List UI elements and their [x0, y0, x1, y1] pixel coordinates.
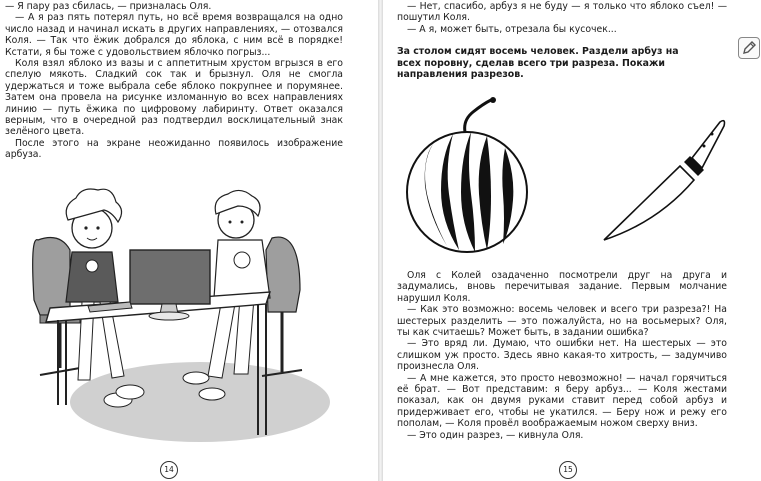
page-number: 14: [160, 461, 178, 479]
edit-button[interactable]: [738, 37, 760, 59]
paragraph: — Как это возможно: восемь человек и всего три разреза?! На шестерых разделить — это пожалуйста, но на восьмерых? Оля, ты как считаешь? Может быть, в задании ошибка?: [397, 304, 727, 339]
page-number: 15: [559, 461, 577, 479]
paragraph: — Это один разрез, — кивнула Оля.: [407, 429, 584, 441]
watermelon-illustration: [403, 96, 533, 256]
paragraph: После этого на экране неожиданно появилось изображение арбуза.: [5, 137, 343, 161]
knife-illustration: [598, 112, 728, 252]
left-page: [0, 0, 378, 481]
paragraph: — А я, может быть, отрезала бы кусочек...: [407, 23, 617, 35]
right-top-text: [397, 1, 727, 35]
right-page: [383, 0, 761, 481]
paragraph: — Это вряд ли. Думаю, что ошибки нет. На шестерых — это слишком уж просто. Здесь явно какая-то хитрость, — задумчиво произнесла Оля.: [397, 338, 727, 373]
paragraph: Оля с Колей озадаченно посмотрели друг на друга и задумались, вновь перечитывая задание. Первым молчание нарушил Коля.: [397, 270, 727, 304]
kids-at-computer-illustration: [0, 180, 378, 450]
paragraph: — А мне кажется, это просто невозможно! — начал горячиться её брат. — Вот представим: я беру арбуз... — Коля жестами показал, как он двумя руками ставит перед собой арбуз и придерживает его, чтобы не укатился. — Беру нож и режу его пополам, — Коля провёл воображаемым ножом сверху вниз.: [397, 372, 727, 430]
pencil-icon: [739, 38, 759, 58]
task-text: За столом сидят восемь человек. Раздели арбуз на всех поровну, сделав всего три разреза. Покажи направления разрезов.: [397, 46, 679, 81]
left-text: [5, 1, 343, 161]
right-bottom-text: [397, 270, 727, 441]
paragraph: — А я раз пять потерял путь, но всё время возвращался на одно число назад и начинал искать в других направлениях, — отозвался Коля. — Так что ёжик добрался до яблока, с ним всё в порядке! Кстати, я бы тоже с удовольствием яблочко погрыз...: [5, 12, 343, 58]
paragraph: — Нет, спасибо, арбуз я не буду — я только что яблоко съел! — пошутил Коля.: [397, 1, 727, 24]
paragraph: — Я пару раз сбилась, — призналась Оля.: [5, 1, 212, 12]
paragraph: Коля взял яблоко из вазы и с аппетитным хрустом вгрызся в его спелую мякоть. Сладкий сок так и брызнул. Оля не смогла удержаться и тоже выбрала себе яблоко покрупнее и порумянее. Затем она провела на рисунке изломанную во всех направлениях линию — путь ёжика по цифровому лабиринту. Ответ оказался верным, что в очередной раз подтвердил восклицательный знак зелёного цвета.: [5, 58, 343, 138]
